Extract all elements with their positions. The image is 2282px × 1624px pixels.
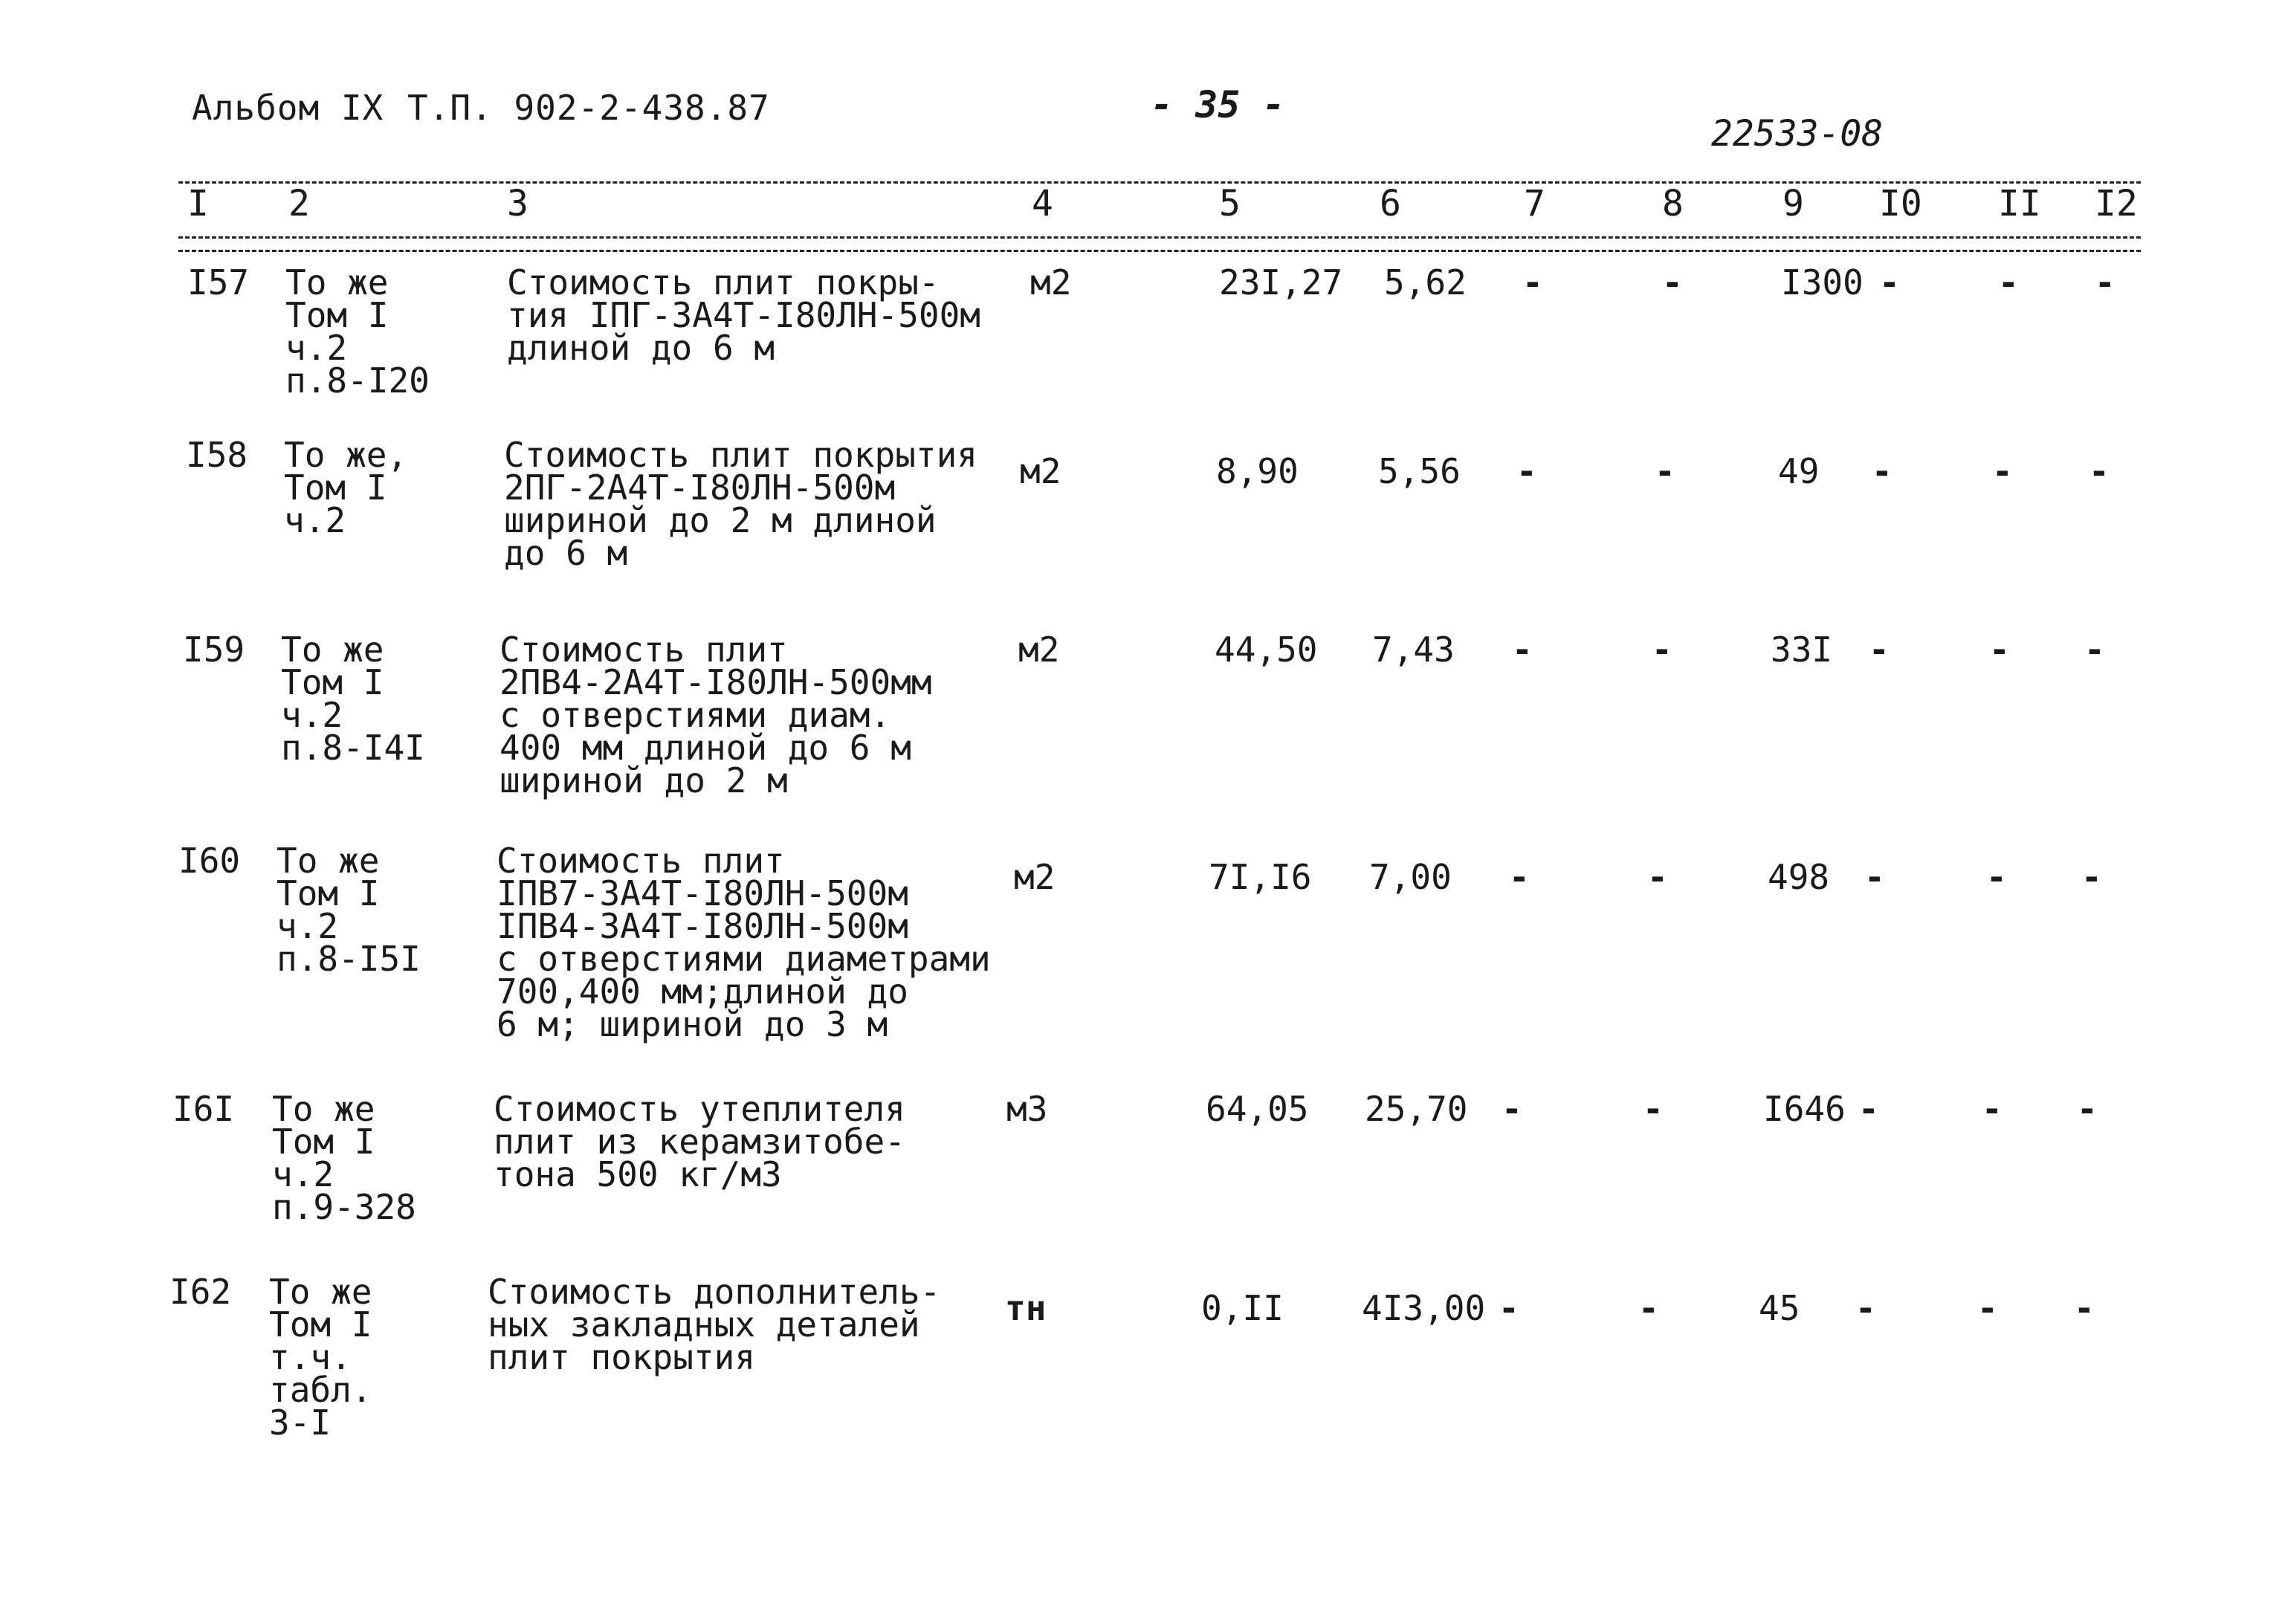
description — [488, 1272, 941, 1377]
cell-col7: - — [1516, 451, 1537, 491]
description-line: длиной до 6 м — [507, 328, 775, 368]
album-label: Альбом IX — [192, 88, 384, 128]
description-line: шириной до 2 м — [500, 760, 788, 800]
column-number-8: 8 — [1662, 183, 1684, 224]
source-line: Том I — [285, 295, 389, 335]
column-number-5: 5 — [1219, 183, 1241, 224]
column-number-6: 6 — [1380, 183, 1401, 224]
description-line: Стоимость дополнитель- — [488, 1272, 941, 1312]
cell-col10: - — [1869, 630, 1890, 670]
cell-col9: 33I — [1771, 630, 1833, 670]
source-line: ч.2 — [284, 500, 346, 540]
source-line: п.8-I4I — [281, 728, 425, 768]
cell-col12: - — [2081, 857, 2102, 897]
source-line: То же — [269, 1272, 372, 1312]
source-line: То же, — [284, 435, 408, 475]
source-line: ч.2 — [285, 328, 348, 368]
cell-col5: 23I,27 — [1219, 262, 1343, 303]
page-number: - 35 - — [1151, 83, 1285, 126]
description-line: IПВ7-3А4Т-I80ЛН-500м — [497, 873, 908, 913]
cell-col8: - — [1643, 1089, 1664, 1129]
description-line: Стоимость плит покрытия — [504, 435, 977, 475]
description-line: Стоимость плит — [497, 841, 785, 881]
cell-col5: 7I,I6 — [1209, 857, 1312, 897]
row-number: I60 — [178, 841, 241, 881]
cell-col10: - — [1858, 1089, 1879, 1129]
column-number-12: I2 — [2095, 183, 2138, 224]
cell-col8: - — [1647, 857, 1668, 897]
description-line: плит из керамзитобе- — [494, 1122, 905, 1162]
description-line: Стоимость плит — [500, 630, 788, 670]
unit: м3 — [1006, 1089, 1048, 1129]
cell-col7: - — [1522, 262, 1543, 303]
cell-col10: - — [1864, 857, 1885, 897]
source-line: 3-I — [269, 1403, 332, 1443]
source-line: Том I — [277, 873, 380, 913]
cell-col6: 5,56 — [1378, 451, 1461, 491]
source-line: То же — [277, 841, 380, 881]
header-bottom-rule — [178, 236, 2141, 239]
description-line: 2ПВ4-2А4Т-I80ЛН-500мм — [500, 662, 932, 702]
source-line: Том I — [272, 1122, 375, 1162]
cell-col12: - — [2089, 451, 2110, 491]
cell-col9: 498 — [1768, 857, 1830, 897]
column-number-3: 3 — [507, 183, 529, 224]
source-line: п.8-I5I — [277, 939, 421, 979]
source-line: т.ч. — [269, 1337, 352, 1377]
cell-col11: - — [1989, 630, 2010, 670]
cell-col11: - — [1986, 857, 2007, 897]
source-line: Том I — [269, 1304, 372, 1345]
cell-col12: - — [2084, 630, 2105, 670]
source-reference — [277, 841, 421, 979]
unit: м2 — [1030, 262, 1072, 303]
source-reference — [281, 630, 425, 768]
description — [504, 435, 977, 573]
cell-col5: 64,05 — [1206, 1089, 1309, 1129]
description — [497, 841, 991, 1044]
cell-col6: 7,43 — [1372, 630, 1455, 670]
cell-col11: - — [1977, 1288, 1998, 1328]
cell-col8: - — [1638, 1288, 1659, 1328]
cell-col12: - — [2077, 1089, 2098, 1129]
column-number-7: 7 — [1524, 183, 1545, 224]
cell-col9: I300 — [1781, 262, 1864, 303]
cell-col9: 49 — [1778, 451, 1820, 491]
cell-col12: - — [2074, 1288, 2095, 1328]
source-line: Том I — [284, 468, 387, 508]
cell-col10: - — [1872, 451, 1892, 491]
unit: тн — [1005, 1288, 1047, 1328]
description — [494, 1089, 905, 1194]
cell-col6: 4I3,00 — [1362, 1288, 1486, 1328]
description-line: до 6 м — [504, 533, 628, 573]
cell-col7: - — [1499, 1288, 1519, 1328]
description-line: с отверстиями диам. — [500, 695, 891, 735]
source-reference — [269, 1272, 372, 1443]
cell-col8: - — [1652, 630, 1672, 670]
cell-col10: - — [1855, 1288, 1876, 1328]
header-top-rule — [178, 181, 2141, 184]
cell-col6: 7,00 — [1369, 857, 1452, 897]
description-line: IПВ4-3А4Т-I80ЛН-500м — [497, 906, 908, 946]
row-number: I59 — [183, 630, 245, 670]
cell-col7: - — [1512, 630, 1533, 670]
source-line: То же — [285, 262, 389, 303]
document-number: 22533-08 — [1711, 113, 1884, 155]
unit: м2 — [1014, 857, 1056, 897]
cell-col9: I646 — [1763, 1089, 1846, 1129]
source-reference — [285, 262, 430, 401]
description-line: Стоимость плит покры- — [507, 262, 940, 303]
description-line: с отверстиями диаметрами — [497, 939, 991, 979]
description-line: 700,400 мм;длиной до — [497, 971, 908, 1012]
cell-col11: - — [1992, 451, 2013, 491]
row-number: I58 — [186, 435, 248, 475]
source-line: п.8-I20 — [285, 360, 430, 401]
source-line: ч.2 — [281, 695, 343, 735]
description — [507, 262, 980, 368]
description-line: Стоимость утеплителя — [494, 1089, 905, 1129]
description-line: шириной до 2 м длиной — [504, 500, 937, 540]
column-number-11: II — [1998, 183, 2041, 224]
cell-col11: - — [1982, 1089, 2003, 1129]
cell-col9: 45 — [1759, 1288, 1800, 1328]
source-line: ч.2 — [272, 1154, 334, 1194]
source-line: То же — [281, 630, 384, 670]
source-reference — [272, 1089, 416, 1227]
unit: м2 — [1020, 451, 1061, 491]
row-number: I57 — [187, 262, 250, 303]
row-number: I6I — [172, 1089, 235, 1129]
cell-col7: - — [1502, 1089, 1522, 1129]
unit: м2 — [1018, 630, 1060, 670]
cell-col12: - — [2095, 262, 2115, 303]
cell-col5: 0,II — [1201, 1288, 1284, 1328]
cell-col5: 44,50 — [1215, 630, 1318, 670]
column-number-9: 9 — [1782, 183, 1804, 224]
description — [500, 630, 932, 800]
description-line: тия IПГ-3А4Т-I80ЛН-500м — [507, 295, 980, 335]
cell-col6: 5,62 — [1384, 262, 1467, 303]
header-bottom-rule-2 — [178, 250, 2141, 252]
cell-col6: 25,70 — [1365, 1089, 1468, 1129]
cell-col7: - — [1509, 857, 1530, 897]
source-line: То же — [272, 1089, 375, 1129]
cell-col8: - — [1655, 451, 1675, 491]
cell-col11: - — [1998, 262, 2019, 303]
description-line: 6 м; шириной до 3 м — [497, 1004, 888, 1044]
cell-col5: 8,90 — [1216, 451, 1299, 491]
column-number-2: 2 — [288, 183, 310, 224]
source-reference — [284, 435, 408, 540]
description-line: плит покрытия — [488, 1337, 756, 1377]
row-number: I62 — [169, 1272, 232, 1312]
source-line: табл. — [269, 1370, 372, 1410]
column-number-4: 4 — [1032, 183, 1053, 224]
source-line: Том I — [281, 662, 384, 702]
description-line: 400 мм длиной до 6 м — [500, 728, 911, 768]
cell-col8: - — [1662, 262, 1683, 303]
cell-col10: - — [1879, 262, 1900, 303]
description-line: 2ПГ-2А4Т-I80ЛН-500м — [504, 468, 896, 508]
source-line: п.9-328 — [272, 1187, 416, 1227]
project-code: Т.П. 902-2-438.87 — [407, 88, 770, 128]
column-number-10: I0 — [1879, 183, 1922, 224]
description-line: тона 500 кг/м3 — [494, 1154, 782, 1194]
source-line: ч.2 — [277, 906, 339, 946]
description-line: ных закладных деталей — [488, 1304, 920, 1345]
column-number-1: I — [187, 183, 209, 224]
